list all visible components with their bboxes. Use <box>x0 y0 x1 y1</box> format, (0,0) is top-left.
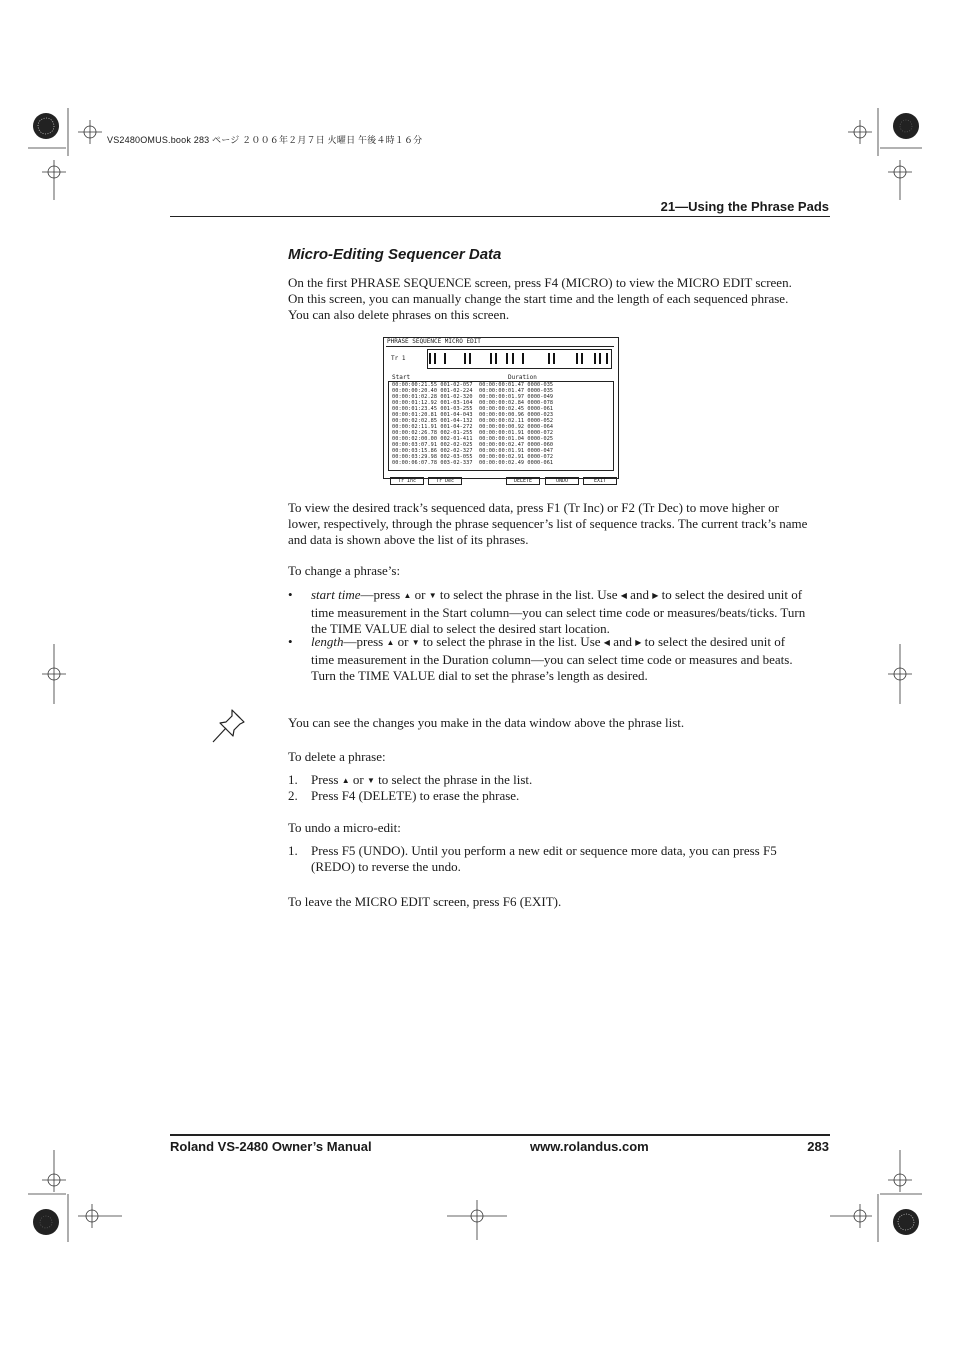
print-slug: VS2480OMUS.book 283 ページ ２００６年２月７日 火曜日 午後４時１６分 <box>107 135 423 145</box>
view-paragraph: To view the desired track’s sequenced data, press F1 (Tr Inc) or F2 (Tr Dec) to move higher or lower, respectively, through the phrase sequencer’s list of sequence tracks. The current track’s name and data is shown above the list of its phrases. <box>288 500 808 547</box>
phrase-row-selected[interactable]: 00:00:02:02.85 001-04-132 00:00:00:02.11 0000-052 <box>392 418 554 424</box>
fkey-undo[interactable]: UNDO <box>545 477 579 485</box>
phrase-row[interactable]: 00:00:01:02.28 001-02-320 00:00:00:01.97 0000-049 <box>392 394 554 400</box>
footer-rule <box>170 1134 830 1136</box>
down-arrow-icon: ▼ <box>411 638 420 647</box>
fkey-tr-dec[interactable]: Tr Dec <box>428 477 462 485</box>
phrase-row[interactable]: 00:00:01:23.45 001-03-255 00:00:00:02.45 0000-061 <box>392 406 554 412</box>
left-arrow-icon: ◀ <box>620 591 627 600</box>
undo-step-1: 1. Press F5 (UNDO). Until you perform a new edit or sequence more data, you can press F5 (REDO) to reverse the undo. <box>288 843 777 874</box>
track-label: Tr 1 <box>391 355 406 362</box>
bullet-dot: • <box>288 634 293 649</box>
screen-title: PHRASE SEQUENCE MICRO EDIT <box>387 338 481 345</box>
column-duration: Duration <box>508 374 537 381</box>
page-number: 283 <box>807 1139 829 1154</box>
phrase-list[interactable] <box>388 381 614 471</box>
fkey-exit[interactable]: EXIT <box>583 477 617 485</box>
delete-step-1: 1. Press ▲ or ▼ to select the phrase in the list. <box>288 772 533 787</box>
phrase-row[interactable]: 00:00:03:07.91 002-02-025 00:00:00:02.47 0000-060 <box>392 442 554 448</box>
phrase-row[interactable]: 00:00:01:20.81 001-04-043 00:00:00:00.96 0000-023 <box>392 412 554 418</box>
screen-title-rule <box>386 346 614 347</box>
micro-edit-screen <box>383 337 619 479</box>
function-keys <box>390 477 616 485</box>
footer-manual-title: Roland VS-2480 Owner’s Manual <box>170 1139 372 1154</box>
left-arrow-icon: ◀ <box>603 638 610 647</box>
fkey-delete[interactable]: DELETE <box>506 477 540 485</box>
section-heading: Micro-Editing Sequencer Data <box>288 246 502 263</box>
phrase-row[interactable]: 00:00:03:29.98 002-03-055 00:00:00:02.91 0000-072 <box>392 454 554 460</box>
up-arrow-icon: ▲ <box>403 591 412 600</box>
up-arrow-icon: ▲ <box>386 638 395 647</box>
fkey-tr-inc[interactable]: Tr Inc <box>390 477 424 485</box>
leave-paragraph: To leave the MICRO EDIT screen, press F6 (EXIT). <box>288 894 562 909</box>
delete-intro: To delete a phrase: <box>288 749 386 764</box>
phrase-row[interactable]: 00:00:00:20.40 001-02-224 00:00:00:01.47 0000-035 <box>392 388 554 394</box>
change-intro: To change a phrase’s: <box>288 563 401 578</box>
phrase-timeline <box>427 349 612 369</box>
phrase-row[interactable]: 00:00:06:07.78 003-02-337 00:00:00:02.49 0000-061 <box>392 460 554 466</box>
undo-intro: To undo a micro-edit: <box>288 820 401 835</box>
intro-paragraph: On the first PHRASE SEQUENCE screen, press F4 (MICRO) to view the MICRO EDIT screen. On this screen, you can manually change the start time and the length of each sequenced phrase. You can also delete phrases on this screen. <box>288 275 792 322</box>
column-start: Start <box>392 374 411 381</box>
right-arrow-icon: ▶ <box>635 638 642 647</box>
pushpin-note-icon <box>210 706 250 746</box>
phrase-row[interactable]: 00:00:02:11.91 001-04-272 00:00:00:00.92 0000-064 <box>392 424 554 430</box>
phrase-row[interactable]: 00:00:03:15.86 002-02-327 00:00:00:01.91 0000-047 <box>392 448 554 454</box>
phrase-row[interactable]: 00:00:02:26.78 002-01-255 00:00:00:01.91 0000-072 <box>392 430 554 436</box>
bullet-length: • length—press ▲ or ▼ to select the phrase in the list. Use ◀ and ▶ to select the desired unit of time measurement in the Duration column—you can select time code or measures and beats. Turn the TIME VALUE dial to set the phrase’s length as desired. <box>288 634 793 683</box>
bullet-start-time: • start time—press ▲ or ▼ to select the phrase in the list. Use ◀ and ▶ to select the desired unit of time measurement in the Start column—you can select time code or measures/beats/ticks. Turn the TIME VALUE dial to select the desired start location. <box>288 587 806 636</box>
footer-url: www.rolandus.com <box>530 1139 649 1154</box>
running-header: 21—Using the Phrase Pads <box>660 199 829 214</box>
up-arrow-icon: ▲ <box>341 776 350 785</box>
header-rule <box>170 216 830 217</box>
phrase-row[interactable]: 00:00:00:21.55 001-02-057 00:00:00:01.47 0000-035 <box>392 382 554 388</box>
phrase-row[interactable]: 00:00:01:12.92 001-03-104 00:00:00:02.84 0000-078 <box>392 400 554 406</box>
note-paragraph: You can see the changes you make in the data window above the phrase list. <box>288 715 685 730</box>
bullet-dot: • <box>288 587 293 602</box>
phrase-row[interactable]: 00:00:02:00.00 002-01-411 00:00:00:01.04 0000-025 <box>392 436 554 442</box>
delete-step-2: 2. Press F4 (DELETE) to erase the phrase. <box>288 788 520 803</box>
down-arrow-icon: ▼ <box>366 776 375 785</box>
right-arrow-icon: ▶ <box>652 591 659 600</box>
down-arrow-icon: ▼ <box>428 591 437 600</box>
